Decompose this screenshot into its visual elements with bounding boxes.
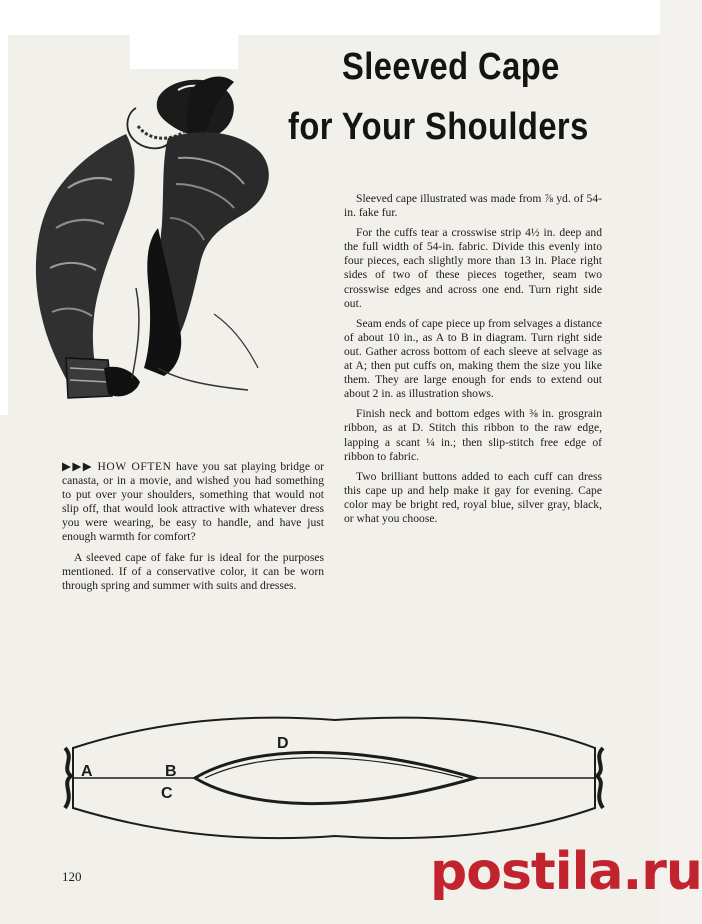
paragraph: For the cuffs tear a crosswise strip 4½ in. deep and the full width of 54-in. fabric. Divide this evenly into four pieces, each slightly more than 13 in. Place right sides of two of these pieces together, seam two crosswise edges and across one end. Turn right side out. xyxy=(344,226,602,310)
triple-arrow-icon: ▶▶▶ xyxy=(62,460,94,473)
paragraph: Sleeved cape illustrated was made from ⅞ yd. of 54-in. fake fur. xyxy=(344,192,602,220)
intro-text: have you sat playing bridge or canasta, or in a movie, and wished you had something to put over your shoulders, something that would not slip off, that would look attractive with whatever dress you were wearing, be easy to handle, and have just enough warmth for comfort? xyxy=(62,460,324,544)
woman-in-cape-illustration-icon xyxy=(8,68,343,408)
cape-pattern-diagram xyxy=(55,718,615,838)
paragraph: Seam ends of cape piece up from selvages a distance of about 10 in., as A to B in diagram. Turn right side out. Gather across bottom of each sleeve at selvage as at A; then put cuffs on, making them the size you like them. They are large enough for ends to extend out about 2 in. as illustration shows. xyxy=(344,316,602,401)
left-text-column xyxy=(62,460,324,599)
label-c: C xyxy=(161,785,173,802)
title-line-2: for Your Shoulders xyxy=(288,106,589,148)
top-margin xyxy=(0,0,660,35)
label-a: A xyxy=(81,763,93,780)
lead-in: HOW OFTEN xyxy=(97,461,172,473)
page-number: 120 xyxy=(62,869,82,884)
title-line-1: Sleeved Cape xyxy=(342,46,560,88)
intro-paragraph xyxy=(62,460,324,545)
scan-mask xyxy=(130,35,238,69)
left-margin xyxy=(0,35,8,415)
right-text-column xyxy=(344,192,602,532)
label-d: D xyxy=(277,735,289,752)
watermark: postila.ru xyxy=(430,842,702,902)
label-b: B xyxy=(165,763,177,780)
paragraph: Two brilliant buttons added to each cuff can dress this cape up and help make it gay for evening. Cape color may be bright red, royal blue, silver gray, black, or what you choose. xyxy=(344,469,602,525)
paragraph: A sleeved cape of fake fur is ideal for the purposes mentioned. If of a conservative color, it can be worn through spring and summer with suits and dresses. xyxy=(62,550,324,592)
paragraph: Finish neck and bottom edges with ⅜ in. grosgrain ribbon, as at D. Stitch this ribbon to the raw edge, lapping a scant ¼ in.; then slip-stitch free edge of ribbon to fabric. xyxy=(344,407,602,463)
